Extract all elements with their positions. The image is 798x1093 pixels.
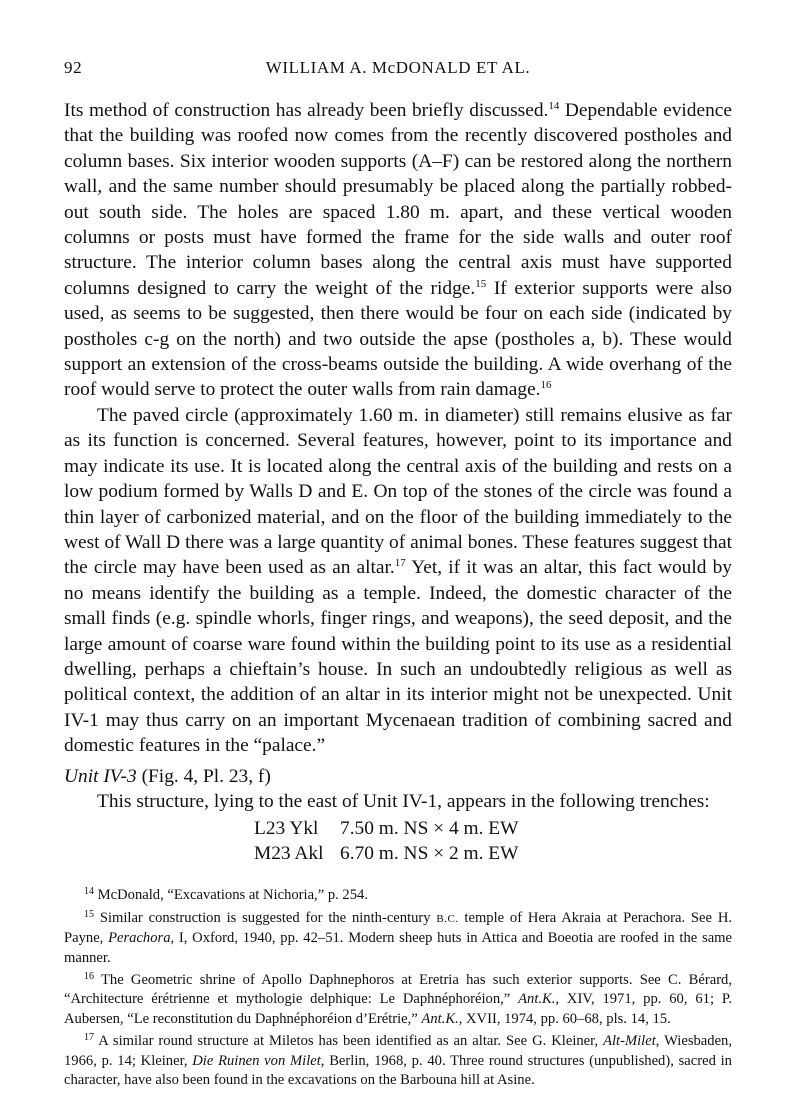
work-title: Alt-Milet xyxy=(603,1033,656,1050)
footnote-number: 15 xyxy=(84,908,94,920)
footnote-ref-16: 16 xyxy=(540,379,552,392)
paragraph-text: Dependable evidence that the building was roofed now comes from the recently discovered postholes and column bases. Six interior wooden supports (A–F) can be restored along the northern wall, and the same number should presumably be placed along the partially robbed-out south side. The holes are spaced 1.80 m. apart, and these vertical wooden columns or posts must have formed the frame for the side walls and outer roof structure. The interior column bases along the central axis must have supported columns designed to carry the weight of the ridge. xyxy=(64,100,732,299)
section-heading xyxy=(64,764,732,789)
footnote-text: Similar construction is suggested for the ninth-century xyxy=(99,909,437,926)
paragraph-text: The paved circle (approximately 1.60 m. in diameter) still remains elusive as far as its function is concerned. Several features, however, point to its importance and may indicate its use. It is located along the central axis of the building and rests on a low podium formed by Walls D and E. On top of the stones of the circle was found a thin layer of carbonized material, and on the floor of the building immediately to the west of Wall D there was a large quantity of animal bones. These features suggest that the circle may have been used as an altar. xyxy=(64,404,732,579)
unit-ref: (Fig. 4, Pl. 23, f) xyxy=(136,765,271,787)
footnote-ref-17: 17 xyxy=(394,557,406,570)
unit-title: Unit IV-3 xyxy=(64,765,137,787)
work-title: Die Ruinen von Milet xyxy=(192,1052,321,1069)
page-number: 92 xyxy=(64,58,83,77)
work-title: Perachora xyxy=(108,930,171,947)
footnote-text: , XVII, 1974, pp. 60–68, pls. 14, 15. xyxy=(458,1010,671,1027)
paragraph-construction xyxy=(64,98,732,403)
trench-id: L23 Ykl xyxy=(254,818,319,840)
journal-title: Ant.K. xyxy=(421,1010,459,1027)
paragraph-paved-circle xyxy=(64,403,732,759)
footnote-text: The Geometric shrine of Apollo Daphnephoros at Eretria has such exterior supports. See C. Bérard, “Architecture érétrienne et mythologie delphique: Le Daphnéphoréion,” xyxy=(64,972,733,1008)
trench-id: M23 Akl xyxy=(254,843,324,865)
footnote-ref-15: 15 xyxy=(475,277,487,290)
footnote-number: 17 xyxy=(84,1032,94,1044)
journal-title: Ant.K. xyxy=(518,991,556,1008)
footnote-number: 14 xyxy=(84,886,94,898)
trench-list xyxy=(254,816,732,866)
paragraph-text: Its method of construction has already been briefly discussed. xyxy=(64,100,549,121)
footnote-14 xyxy=(64,886,732,905)
footnote-number: 16 xyxy=(84,971,94,982)
footnotes xyxy=(64,886,732,1090)
trench-dimensions: 7.50 m. NS × 4 m. EW xyxy=(340,818,519,840)
trench-intro: This structure, lying to the east of Unit IV-1, appears in the following trenches: xyxy=(97,790,710,812)
running-title: WILLIAM A. McDONALD ET AL. xyxy=(265,58,531,77)
footnote-text: McDonald, “Excavations at Nichoria,” p. 254. xyxy=(97,887,368,904)
footnote-ref-14: 14 xyxy=(548,100,560,112)
footnote-text: temple of Hera Akraia at Perachora. See H. Payne, xyxy=(64,909,733,947)
running-header xyxy=(64,58,732,80)
footnote-text: A similar round structure at Miletos has been identified as an altar. See G. Kleiner, xyxy=(98,1033,604,1050)
footnote-17 xyxy=(64,1032,732,1090)
trench-row xyxy=(254,841,732,866)
trench-row xyxy=(254,816,732,841)
era-abbrev: B.C. xyxy=(436,912,459,925)
footnote-text: , Wiesbaden, 1966, p. 14; Kleiner, xyxy=(64,1033,733,1069)
paragraph-text: Yet, if it was an altar, this fact would by no means identify the building as a temple. Indeed, the domestic character of the small finds (e.g. spindle whorls, finger rings, and weapons), the seed deposit, and the large amount of coarse ware found within the building point to its use as a residential dwelling, perhaps a chieftain’s house. In such an undoubtedly religious as well as political context, the addition of an altar in its interior might not be unexpected. Unit IV-1 may thus carry on an important Mycenaean tradition of combining sacred and domestic features in the “palace.” xyxy=(64,557,732,757)
footnote-16 xyxy=(64,971,732,1029)
footnote-15 xyxy=(64,909,732,968)
footnote-text: , I, Oxford, 1940, pp. 42–51. Modern sheep huts in Attica and Boeotia are roofed in the same manner. xyxy=(64,930,732,966)
body-text xyxy=(64,98,732,866)
paragraph-text: If exterior supports were also used, as seems to be suggested, then there would be four on each side (indicated by postholes c-g on the north) and two outside the apse (postholes a, b). These would support an extension of the cross-beams outside the building. A wide overhang of the roof would serve to protect the outer walls from rain damage. xyxy=(64,277,732,401)
page xyxy=(64,58,732,1093)
footnote-text: , Berlin, 1968, p. 40. Three round structures (unpublished), sacred in character, have also been found in the excavations on the Barbouna hill at Asine. xyxy=(64,1052,732,1089)
footnote-text: , XIV, 1971, pp. 60, 61; P. Aubersen, “Le reconstitution du Daphnéphoréion d’Erétrie,” xyxy=(64,991,732,1027)
trench-dimensions: 6.70 m. NS × 2 m. EW xyxy=(340,843,519,865)
